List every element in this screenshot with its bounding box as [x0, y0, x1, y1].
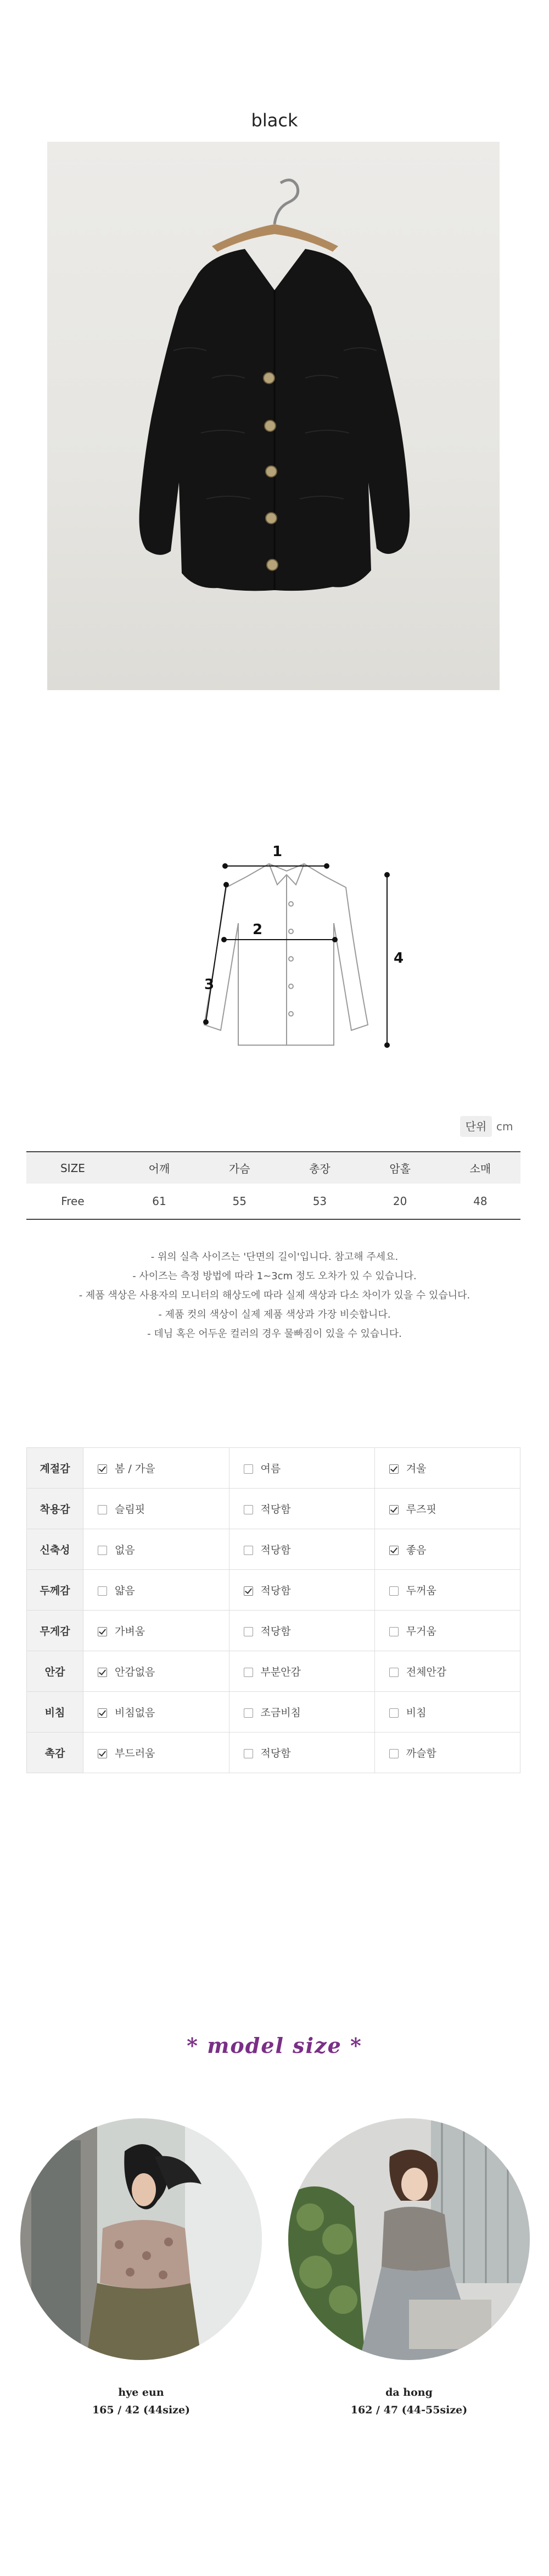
- checkbox-icon: [98, 1546, 107, 1555]
- measure-label-4: 4: [394, 950, 404, 967]
- feel-option-label: 슬림핏: [115, 1503, 145, 1515]
- model-name: da hong: [385, 2386, 433, 2399]
- checkbox-checked-icon: [98, 1627, 107, 1636]
- feel-option: [229, 1692, 374, 1733]
- feel-option-label: 없음: [115, 1544, 135, 1556]
- feel-option-label: 봄 / 가을: [115, 1463, 155, 1475]
- feel-option: [374, 1611, 520, 1651]
- checkbox-checked-icon: [98, 1708, 107, 1718]
- feel-option: [229, 1448, 374, 1489]
- checkbox-icon: [244, 1668, 253, 1677]
- cell-length: 53: [279, 1184, 360, 1219]
- checkbox-checked-icon: [98, 1668, 107, 1677]
- cell-armhole: 20: [360, 1184, 440, 1219]
- table-row: [26, 1184, 520, 1219]
- feel-option-label: 부분안감: [260, 1666, 301, 1678]
- feel-option-label: 가벼움: [115, 1625, 145, 1637]
- feel-row-sheer: [27, 1692, 520, 1733]
- feel-category: 무게감: [27, 1611, 83, 1651]
- col-chest: 가슴: [199, 1152, 279, 1184]
- cell-shoulder: 61: [119, 1184, 199, 1219]
- feel-option: [83, 1570, 229, 1611]
- feel-option: [83, 1733, 229, 1773]
- checkbox-checked-icon: [389, 1546, 399, 1555]
- col-sleeve: 소매: [440, 1152, 520, 1184]
- checkbox-icon: [389, 1586, 399, 1596]
- unit-label: 단위: [460, 1116, 492, 1137]
- feel-option: [229, 1651, 374, 1692]
- measure-label-1: 1: [272, 843, 283, 860]
- checkbox-icon: [244, 1708, 253, 1718]
- feel-option: [374, 1651, 520, 1692]
- feel-option-label: 얇음: [115, 1585, 135, 1597]
- size-table: [26, 1151, 520, 1220]
- feel-option-label: 적당함: [260, 1625, 291, 1637]
- feel-option-label: 두꺼움: [406, 1585, 436, 1597]
- feel-option: [374, 1733, 520, 1773]
- feel-option-label: 겨울: [406, 1463, 427, 1475]
- size-measure-diagram: [159, 841, 412, 1072]
- checkbox-icon: [244, 1464, 253, 1474]
- feel-option: [374, 1489, 520, 1529]
- feel-option: [83, 1611, 229, 1651]
- feel-row-thickness: [27, 1570, 520, 1611]
- feel-row-touch: [27, 1733, 520, 1773]
- feel-category: 두께감: [27, 1570, 83, 1611]
- feel-option-label: 적당함: [260, 1503, 291, 1515]
- feel-row-weight: [27, 1611, 520, 1651]
- size-table-header: [26, 1152, 520, 1184]
- model-size-title: * model size *: [187, 2033, 362, 2058]
- model-photo-1: [20, 2118, 262, 2360]
- product-photo: [47, 142, 500, 690]
- feel-option-label: 적당함: [260, 1585, 291, 1597]
- feel-row-lining: [27, 1651, 520, 1692]
- col-size: SIZE: [26, 1152, 119, 1184]
- note-line: - 사이즈는 측정 방법에 따라 1~3cm 정도 오차가 있 수 있습니다.: [132, 1270, 417, 1282]
- feel-row-stretch: [27, 1529, 520, 1570]
- feel-option: [374, 1692, 520, 1733]
- feel-option: [374, 1448, 520, 1489]
- note-line: - 제품 컷의 색상이 실제 제품 색상과 가장 비슷합니다.: [158, 1309, 391, 1320]
- feel-option-label: 적당함: [260, 1747, 291, 1759]
- feel-option-label: 적당함: [260, 1544, 291, 1556]
- cell-chest: 55: [199, 1184, 279, 1219]
- checkbox-icon: [389, 1627, 399, 1636]
- col-shoulder: 어깨: [119, 1152, 199, 1184]
- model-info-1: [20, 2384, 262, 2419]
- feel-option-label: 안감없음: [115, 1666, 155, 1678]
- checkbox-icon: [244, 1546, 253, 1555]
- checkbox-checked-icon: [244, 1586, 253, 1596]
- feel-option: [83, 1651, 229, 1692]
- feel-option-label: 좋음: [406, 1544, 427, 1556]
- size-notes: [0, 1247, 549, 1343]
- feel-row-season: [27, 1448, 520, 1489]
- feel-category: 계절감: [27, 1448, 83, 1489]
- feel-option-label: 조금비침: [260, 1707, 301, 1719]
- feel-option: [83, 1529, 229, 1570]
- note-line: - 데님 혹은 어두운 컬러의 경우 물빠짐이 있을 수 있습니다.: [147, 1328, 402, 1340]
- checkbox-checked-icon: [98, 1749, 107, 1758]
- fabric-feel-table: [26, 1447, 520, 1773]
- feel-option: [83, 1489, 229, 1529]
- checkbox-checked-icon: [389, 1505, 399, 1514]
- feel-option: [229, 1733, 374, 1773]
- feel-option-label: 까슬함: [406, 1747, 436, 1759]
- feel-option-label: 무거움: [406, 1625, 436, 1637]
- model-info-2: [288, 2384, 530, 2419]
- feel-option: [83, 1448, 229, 1489]
- feel-category: 착용감: [27, 1489, 83, 1529]
- model-size: 165 / 42 (44size): [92, 2404, 191, 2416]
- model-name: hye eun: [118, 2386, 164, 2399]
- feel-option: [229, 1529, 374, 1570]
- checkbox-icon: [389, 1749, 399, 1758]
- checkbox-checked-icon: [98, 1464, 107, 1474]
- feel-option: [229, 1611, 374, 1651]
- note-line: - 위의 실측 사이즈는 '단면의 길이'입니다. 참고해 주세요.: [150, 1251, 399, 1263]
- checkbox-icon: [389, 1668, 399, 1677]
- product-color-label: black: [251, 110, 298, 131]
- feel-category: 안감: [27, 1651, 83, 1692]
- measure-label-2: 2: [253, 921, 263, 938]
- note-line: - 제품 색상은 사용자의 모니터의 해상도에 따라 실제 색상과 다소 차이가 있을 수 있습니다.: [79, 1290, 470, 1301]
- checkbox-icon: [244, 1627, 253, 1636]
- cell-sleeve: 48: [440, 1184, 520, 1219]
- cardigan-illustration: [47, 142, 500, 690]
- checkbox-icon: [389, 1708, 399, 1718]
- feel-option-label: 전체안감: [406, 1666, 447, 1678]
- feel-category: 비침: [27, 1692, 83, 1733]
- feel-row-fit: [27, 1489, 520, 1529]
- col-armhole: 암홀: [360, 1152, 440, 1184]
- feel-category: 촉감: [27, 1733, 83, 1773]
- feel-category: 신축성: [27, 1529, 83, 1570]
- feel-option: [374, 1529, 520, 1570]
- feel-option: [374, 1570, 520, 1611]
- feel-option-label: 루즈핏: [406, 1503, 436, 1515]
- checkbox-icon: [98, 1505, 107, 1514]
- measure-label-3: 3: [204, 976, 215, 993]
- model-size: 162 / 47 (44-55size): [350, 2404, 468, 2416]
- col-length: 총장: [279, 1152, 360, 1184]
- feel-option-label: 부드러움: [115, 1747, 155, 1759]
- feel-option: [229, 1570, 374, 1611]
- cell-size: Free: [26, 1184, 119, 1219]
- unit-value: cm: [496, 1120, 513, 1133]
- feel-option-label: 비침없음: [115, 1707, 155, 1719]
- checkbox-icon: [244, 1749, 253, 1758]
- checkbox-icon: [98, 1586, 107, 1596]
- feel-option-label: 비침: [406, 1707, 427, 1719]
- feel-option-label: 여름: [260, 1463, 281, 1475]
- feel-option: [83, 1692, 229, 1733]
- checkbox-checked-icon: [389, 1464, 399, 1474]
- feel-option: [229, 1489, 374, 1529]
- checkbox-icon: [244, 1505, 253, 1514]
- model-photo-2: [288, 2118, 530, 2360]
